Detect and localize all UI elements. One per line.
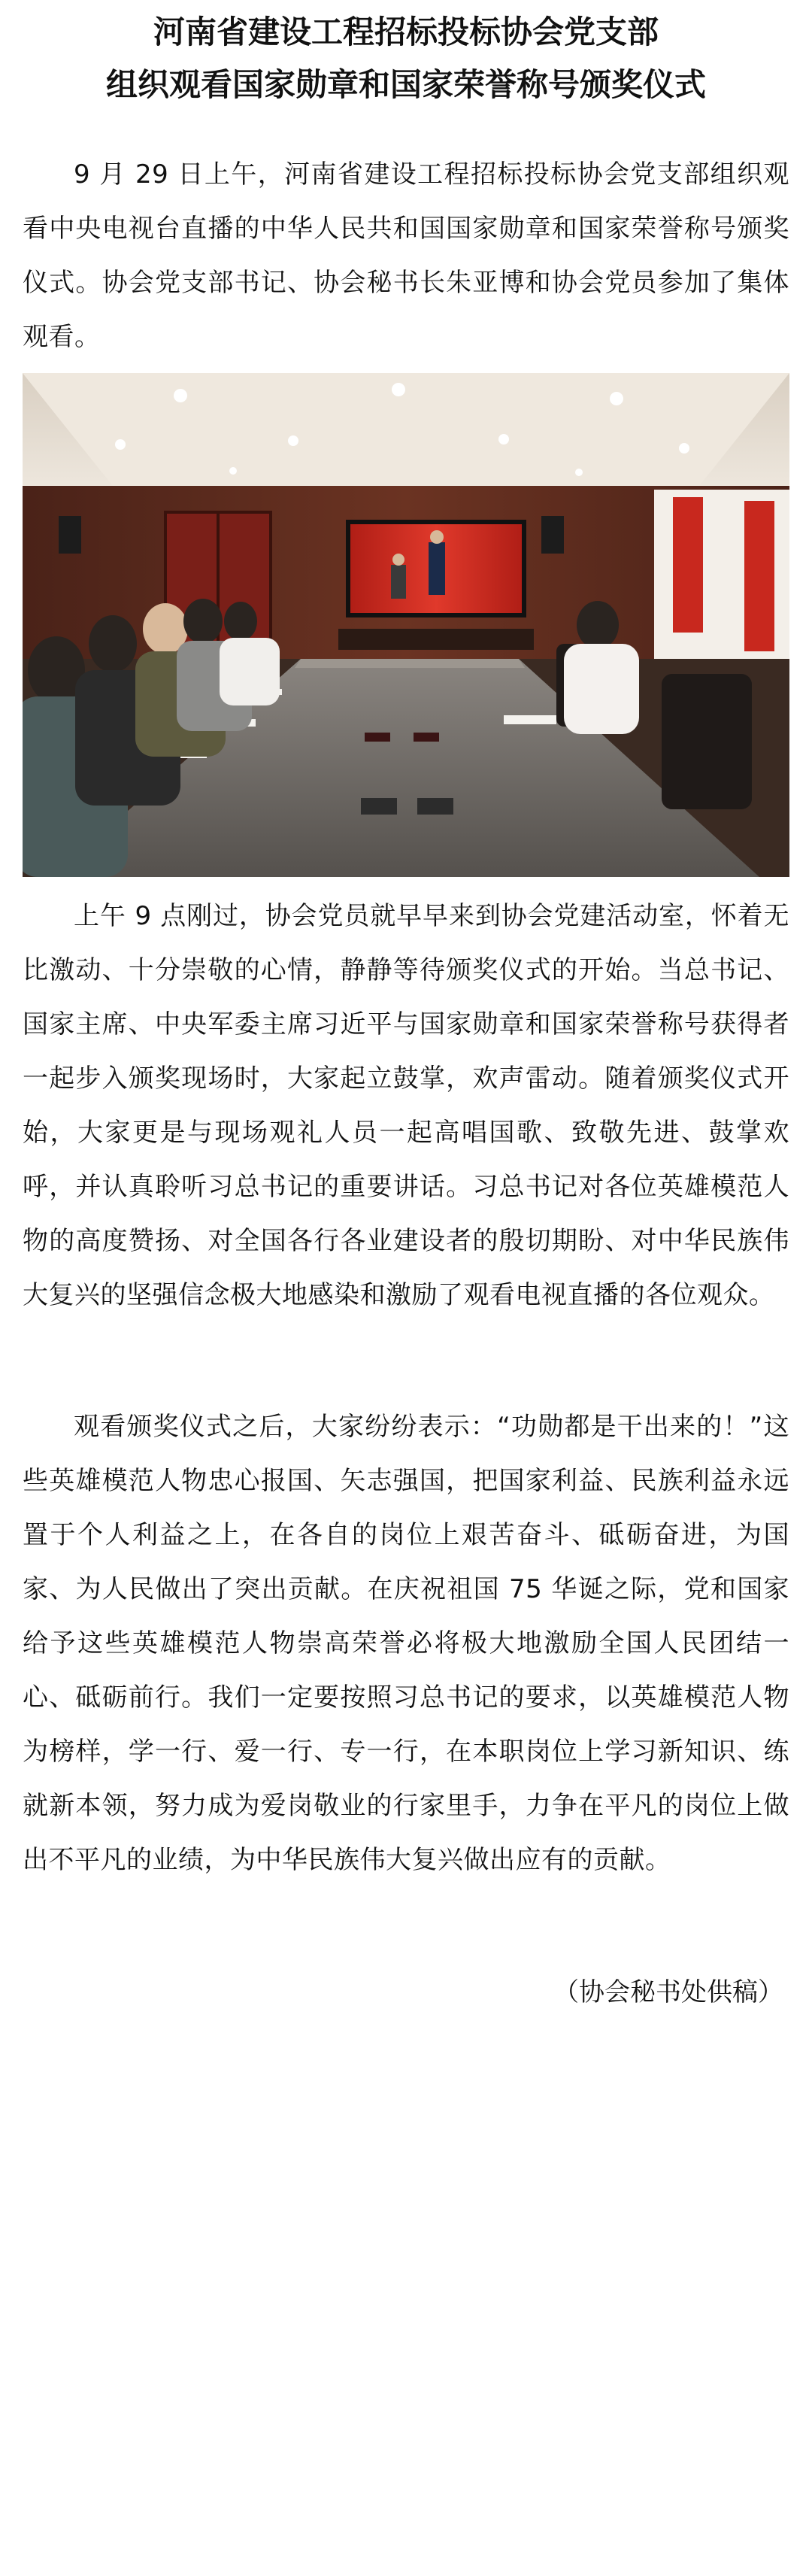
article-title-line-1: 河南省建设工程招标投标协会党支部 xyxy=(153,14,659,50)
article-credit: （协会秘书处供稿） xyxy=(553,1977,783,2007)
meeting-room-photo xyxy=(23,373,789,877)
article-paragraph-2: 上午 9 点刚过，协会党员就早早来到协会党建活动室，怀着无比激动、十分崇敬的心情，静静等待颁奖仪式的开始。当总书记、国家主席、中央军委主席习近平与国家勋章和国家荣誉称号获得者一起步入颁奖现场时，大家起立鼓掌，欢声雷动。随着颁奖仪式开始，大家更是与现场观礼人员一起高唱国歌、致敬先进、鼓掌欢呼，并认真聆听习总书记的重要讲话。习总书记对各位英雄模范人物的高度赞扬、对全国各行各业建设者的殷切期盼、对中华民族伟大复兴的坚强信念极大地感染和激励了观看电视直播的各位观众。 xyxy=(23,901,789,1310)
article-paragraph-3: 观看颁奖仪式之后，大家纷纷表示：“功勋都是干出来的！”这些英雄模范人物忠心报国、矢志强国，把国家利益、民族利益永远置于个人利益之上，在各自的岗位上艰苦奋斗、砥砺奋进，为国家、为人民做出了突出贡献。在庆祝祖国 75 华诞之际，党和国家给予这些英雄模范人物崇高荣誉必将极大地激励全国人民团结一心、砥砺前行。我们一定要按照习总书记的要求，以英雄模范人物为榜样，学一行、爱一行、专一行，在本职岗位上学习新知识、练就新本领，努力成为爱岗敬业的行家里手，力争在平凡的岗位上做出不平凡的业绩，为中华民族伟大复兴做出应有的贡献。 xyxy=(23,1412,789,1875)
article-paragraph-1: 9 月 29 日上午，河南省建设工程招标投标协会党支部组织观看中央电视台直播的中华人民共和国国家勋章和国家荣誉称号颁奖仪式。协会党支部书记、协会秘书长朱亚博和协会党员参加了集体观看。 xyxy=(23,159,789,352)
article-title-line-2: 组织观看国家勋章和国家荣誉称号颁奖仪式 xyxy=(105,66,706,103)
